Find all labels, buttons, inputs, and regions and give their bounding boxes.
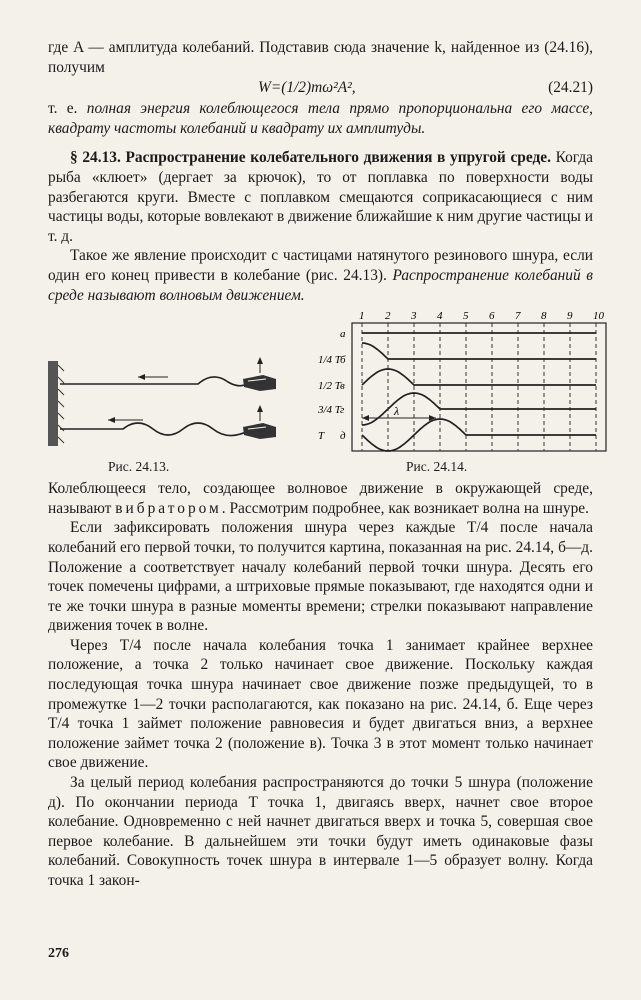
point-number: 2 [385, 310, 391, 323]
formula-row [48, 77, 593, 99]
figure-24-14-caption: Рис. 24.14. [406, 459, 468, 475]
point-number: 3 [411, 310, 417, 323]
paragraph-vibrator [48, 479, 593, 518]
row-letter: д [340, 430, 346, 443]
point-number: 8 [541, 310, 547, 323]
point-number: 10 [593, 310, 604, 323]
vibrator-a: Колеблющееся тело, создающее волновое движение в окружающей среде, называют [48, 480, 593, 517]
figure-frame [352, 323, 606, 451]
hand-lower-icon [243, 405, 276, 439]
wall-hatching [58, 365, 64, 443]
page-number: 276 [48, 946, 69, 961]
energy-formula: W=(1/2)mω²A², [258, 79, 356, 97]
figure-24-13-caption: Рис. 24.13. [108, 459, 170, 475]
equation-number: (24.21) [548, 79, 593, 97]
conclusion-lead: т. е. [48, 100, 87, 118]
paragraph-section-24-13 [48, 148, 593, 246]
row-letter: а [340, 328, 346, 341]
time-label: T [318, 430, 325, 443]
time-label: 1/4 T [318, 354, 341, 367]
lambda-label: λ [394, 404, 400, 419]
section-heading: § 24.13. Распространение колебательного движения в упругой среде. [70, 149, 551, 167]
hand-upper-icon [243, 357, 276, 391]
cord-lower [60, 423, 248, 436]
page-body [48, 38, 604, 891]
point-number: 6 [489, 310, 495, 323]
time-label: 1/2 T [318, 380, 341, 393]
vibrator-term: вибратором [115, 499, 222, 517]
cord-shape [362, 369, 596, 385]
row-letter: г [340, 404, 345, 417]
paragraph-full-period: За целый период колебания распространяются до точки 5 шнура (положение д). По окончании периода T точка 1, двигаясь вверх, начнет свое второе колебание. Одновременно с ней начнет двигаться вверх и точка 5, совершая свое первое колебание. В дальнейшем эти точки будут иметь одинаковые фазы колебаний. Совокупность точек шнура в интервале 1—5 образует волну. Когда точка 1 закон- [48, 774, 593, 889]
figure-24-14 [316, 309, 604, 459]
cord-shape [362, 343, 596, 359]
conclusion-italic: полная энергия колеблющегося тела прямо пропорциональна его массе, квадрату частоты колебаний и квадрату их амплитуды. [48, 100, 594, 137]
point-number: 1 [359, 310, 365, 323]
cord-plain: Такое же явление происходит с частицами натянутого резинового шнура, если один его конец привести в колебание (рис. 24.13). [48, 247, 593, 284]
paragraph-amplitude: где A — амплитуда колебаний. Подставив сюда значение k, найденное из (24.16), получим [48, 39, 593, 76]
cord-upper [60, 377, 248, 386]
point-number: 7 [515, 310, 521, 323]
section-text: Когда рыба «клюет» (дергает за крючок), то от поплавка по поверхности воды разбегаются круги. Вместе с поплавком смещаются соприкасающиеся с ним частицы воды, которые вовлекают в движение ближайшие к ним другие частицы и т. д. [48, 149, 593, 245]
cord-shape [362, 419, 596, 451]
paragraph-cord [48, 246, 593, 305]
figures-row [48, 309, 604, 479]
point-number: 9 [567, 310, 573, 323]
row-letter: б [340, 354, 346, 367]
figure-24-13 [48, 349, 278, 454]
vibrator-b: . Рассмотрим подробнее, как возникает волна на шнуре. [221, 499, 589, 517]
paragraph-energy-conclusion [48, 99, 593, 138]
time-label: 3/4 T [318, 404, 341, 417]
paragraph-fixation: Если зафиксировать положения шнура через каждые T/4 после начала колебаний его первой точки, то получится картина, показанная на рис. 24.14, б—д. Положение а соответствует началу колебаний первой точки шнура. Десять его точек помечены цифрами, а штриховые прямые показывают, где находятся одни и те же точки шнура в разные моменты времени; стрелки показывают направление движения точек в волне. [48, 519, 593, 635]
cord-italic: Распространение колебаний в среде называют волновым движением. [48, 266, 593, 304]
paragraph-quarter-period: Через T/4 после начала колебания точка 1 занимает крайнее верхнее положение, а точка 2 только начинает свое движение. Поскольку каждая последующая точка шнура начинает свое движение позже предыдущей, то в промежутке 1—2 точки располагаются, как показано на рис. 24.14, б. Еще через T/4 точка 1 займет положение равновесия и будет двигаться вниз, а верхнее положение займет точка 2 (положение в). Точка 3 в этот момент только начинает свое движение. [48, 636, 593, 772]
point-number: 4 [437, 310, 443, 323]
point-number: 5 [463, 310, 469, 323]
row-letter: в [340, 380, 345, 393]
wall [48, 361, 58, 446]
